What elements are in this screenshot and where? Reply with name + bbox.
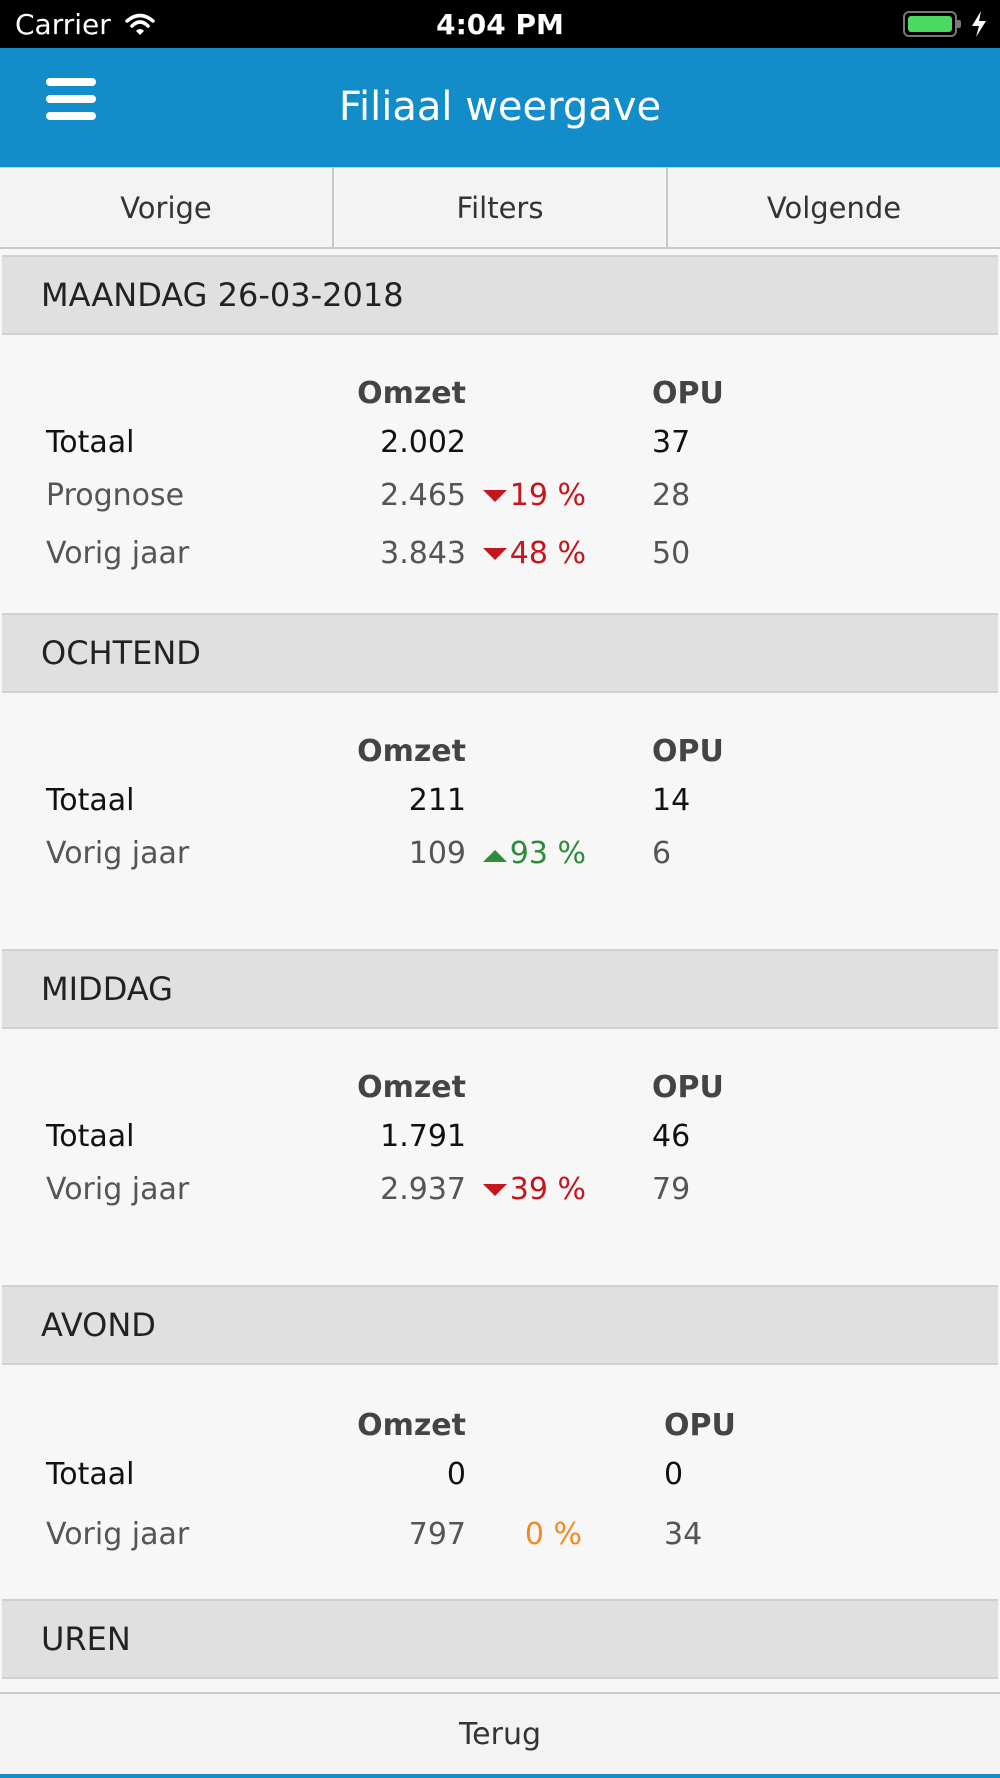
opu-value: 0 bbox=[664, 1457, 684, 1492]
row-label: Prognose bbox=[46, 478, 185, 513]
section-header-ochtend: OCHTEND bbox=[2, 613, 998, 693]
opu-value: 79 bbox=[652, 1172, 691, 1207]
column-omzet: Omzet bbox=[357, 1070, 466, 1105]
battery-icon bbox=[903, 11, 957, 37]
next-button[interactable]: Volgende bbox=[766, 190, 902, 225]
percent-change: 93 % bbox=[509, 836, 586, 871]
back-button[interactable]: Terug bbox=[458, 1716, 542, 1752]
table-row bbox=[0, 1457, 1000, 1501]
omzet-value: 3.843 bbox=[380, 536, 466, 571]
percent-change: 39 % bbox=[509, 1172, 586, 1207]
table-row bbox=[0, 836, 1000, 880]
section-header-day: MAANDAG 26-03-2018 bbox=[2, 255, 998, 335]
column-omzet: Omzet bbox=[357, 734, 466, 769]
percent-change: 0 % bbox=[524, 1517, 582, 1552]
omzet-value: 2.002 bbox=[380, 425, 466, 460]
opu-value: 14 bbox=[652, 783, 691, 818]
table-row bbox=[0, 425, 1000, 469]
omzet-value: 0 bbox=[446, 1457, 466, 1492]
column-header-row bbox=[0, 376, 1000, 420]
table-row bbox=[0, 783, 1000, 827]
opu-value: 6 bbox=[652, 836, 672, 871]
omzet-value: 109 bbox=[408, 836, 466, 871]
column-omzet: Omzet bbox=[357, 1408, 466, 1443]
opu-value: 28 bbox=[652, 478, 691, 513]
charging-bolt-icon bbox=[970, 10, 988, 38]
percent-change: 19 % bbox=[509, 478, 586, 513]
filters-button[interactable]: Filters bbox=[334, 168, 668, 247]
page-title: Filiaal weergave bbox=[338, 84, 662, 130]
omzet-value: 211 bbox=[408, 783, 466, 818]
section-header-avond: AVOND bbox=[2, 1285, 998, 1365]
clock: 4:04 PM bbox=[436, 8, 564, 41]
row-label: Totaal bbox=[46, 1457, 135, 1492]
bottom-accent-line bbox=[0, 1774, 1000, 1778]
status-bar bbox=[0, 0, 1000, 48]
table-row bbox=[0, 1172, 1000, 1216]
omzet-value: 2.465 bbox=[380, 478, 466, 513]
table-row bbox=[0, 478, 1000, 522]
row-label: Totaal bbox=[46, 425, 135, 460]
row-label: Vorig jaar bbox=[46, 1172, 190, 1207]
table-row bbox=[0, 536, 1000, 580]
table-row bbox=[0, 1119, 1000, 1163]
table-row bbox=[0, 1517, 1000, 1561]
column-opu: OPU bbox=[652, 376, 724, 411]
column-opu: OPU bbox=[652, 1070, 724, 1105]
carrier-label: Carrier bbox=[15, 8, 111, 41]
bottom-bar bbox=[0, 1692, 1000, 1778]
row-label: Vorig jaar bbox=[46, 536, 190, 571]
section-header-uren[interactable]: UREN bbox=[2, 1599, 998, 1679]
column-header-row bbox=[0, 1070, 1000, 1114]
opu-value: 37 bbox=[652, 425, 691, 460]
omzet-value: 2.937 bbox=[380, 1172, 466, 1207]
section-header-middag: MIDDAG bbox=[2, 949, 998, 1029]
row-label: Vorig jaar bbox=[46, 836, 190, 871]
navigation-bar bbox=[0, 48, 1000, 167]
row-label: Vorig jaar bbox=[46, 1517, 190, 1552]
opu-value: 46 bbox=[652, 1119, 691, 1154]
column-opu: OPU bbox=[652, 734, 724, 769]
toolbar bbox=[0, 167, 1000, 249]
column-header-row bbox=[0, 1408, 1000, 1452]
omzet-value: 1.791 bbox=[380, 1119, 466, 1154]
previous-button[interactable]: Vorige bbox=[0, 168, 334, 247]
column-omzet: Omzet bbox=[357, 376, 466, 411]
column-opu: OPU bbox=[664, 1408, 736, 1443]
opu-value: 34 bbox=[664, 1517, 703, 1552]
row-label: Totaal bbox=[46, 1119, 135, 1154]
row-label: Totaal bbox=[46, 783, 135, 818]
omzet-value: 797 bbox=[408, 1517, 466, 1552]
percent-change: 48 % bbox=[509, 536, 586, 571]
column-header-row bbox=[0, 734, 1000, 778]
opu-value: 50 bbox=[652, 536, 691, 571]
battery-level bbox=[908, 16, 952, 32]
